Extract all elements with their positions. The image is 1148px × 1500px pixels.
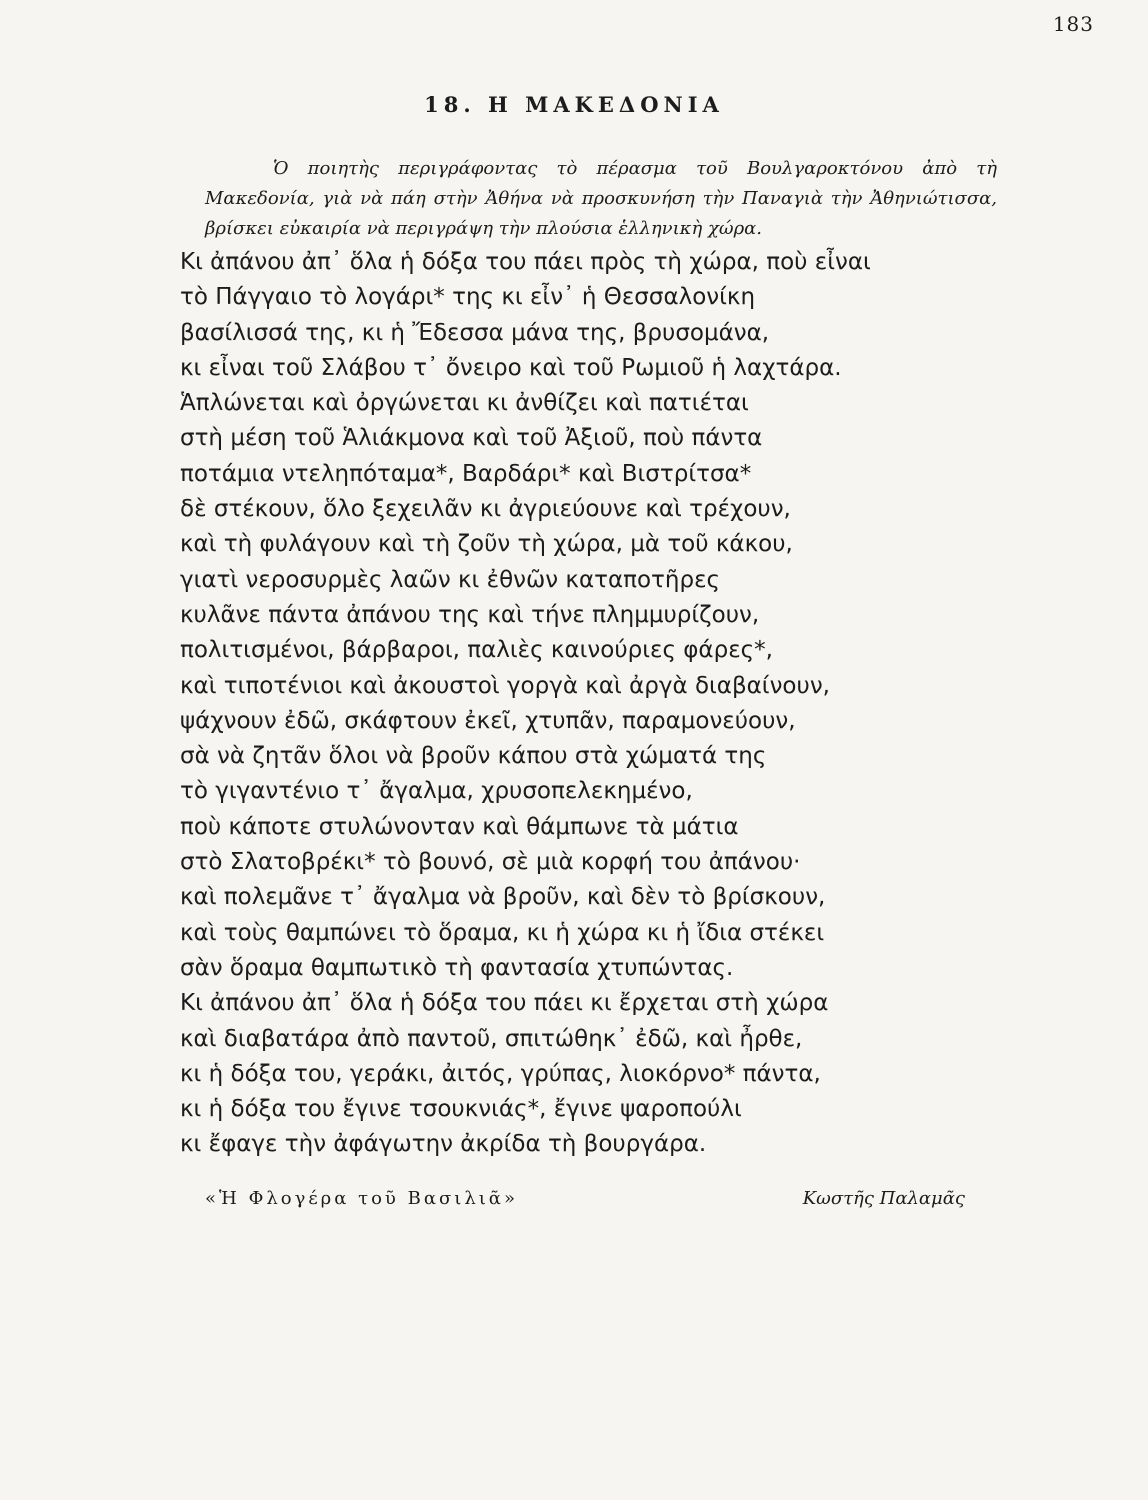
poem-line: καὶ διαβατάρα ἀπὸ παντοῦ, σπιτώθηκ᾽ ἐδῶ, καὶ ἦρθε, (180, 1025, 803, 1052)
page-number: 183 (1052, 12, 1094, 36)
poem (180, 245, 980, 1163)
poem-line: καὶ τοὺς θαμπώνει τὸ ὅραμα, κι ἡ χώρα κι ἡ ἴδια στέκει (180, 919, 825, 946)
poem-line: ψάχνουν ἐδῶ, σκάφτουν ἐκεῖ, χτυπᾶν, παραμονεύουν, (180, 707, 796, 734)
poem-line: καὶ τιποτένιοι καὶ ἀκουστοὶ γοργὰ καὶ ἀργὰ διαβαίνουν, (180, 672, 830, 699)
poem-line: δὲ στέκουν, ὅλο ξεχειλᾶν κι ἀγριεύουνε καὶ τρέχουν, (180, 496, 791, 523)
poem-line: κυλᾶνε πάντα ἀπάνου της καὶ τήνε πλημμυρίζουν, (180, 601, 760, 628)
page-title: 18. Η ΜΑΚΕΔΟΝΙΑ (424, 92, 724, 118)
attribution (205, 1188, 965, 1218)
poem-line: ποτάμια ντεληπόταμα*, Βαρδάρι* καὶ Βιστρίτσα* (180, 460, 752, 487)
poem-line: καὶ τὴ φυλάγουν καὶ τὴ ζοῦν τὴ χώρα, μὰ τοῦ κάκου, (180, 531, 793, 558)
poem-line: γιατὶ νεροσυρμὲς λαῶν κι ἐθνῶν καταποτῆρες (180, 566, 721, 593)
poem-line: πολιτισμένοι, βάρβαροι, παλιὲς καινούριες φάρες*, (180, 637, 773, 664)
poem-line: κι ἔφαγε τὴν ἀφάγωτην ἀκρίδα τὴ βουργάρα. (180, 1131, 707, 1158)
poem-line: κι ἡ δόξα του ἔγινε τσουκνιάς*, ἔγινε ψαροπούλι (180, 1096, 742, 1123)
poem-line: κι ἡ δόξα του, γεράκι, ἀιτός, γρύπας, λιοκόρνο* πάντα, (180, 1060, 821, 1087)
poem-line: κι εἶναι τοῦ Σλάβου τ᾽ ὄνειρο καὶ τοῦ Ρωμιοῦ ἡ λαχτάρα. (180, 354, 842, 381)
poem-line: Κι ἀπάνου ἀπ᾽ ὅλα ἡ δόξα του πάει κι ἔρχεται στὴ χώρα (180, 990, 829, 1017)
poem-line: στὴ μέση τοῦ Ἁλιάκμονα καὶ τοῦ Ἀξιοῦ, ποὺ πάντα (180, 425, 763, 452)
poem-line: Ἁπλώνεται καὶ ὀργώνεται κι ἀνθίζει καὶ πατιέται (180, 390, 749, 417)
poem-line: σὰν ὅραμα θαμπωτικὸ τὴ φαντασία χτυπώντας. (180, 954, 734, 981)
poem-line: στὸ Σλατοβρέκι* τὸ βουνό, σὲ μιὰ κορφή του ἀπάνου· (180, 849, 801, 876)
poem-line: τὸ Πάγγαιο τὸ λογάρι* της κι εἶν᾽ ἡ Θεσσαλονίκη (180, 284, 756, 311)
poem-line: βασίλισσά της, κι ἡ Ἔδεσσα μάνα της, βρυσομάνα, (180, 319, 770, 346)
source-title: «Ἡ Φλογέρα τοῦ Βασιλιᾶ» (205, 1188, 518, 1209)
poem-line: τὸ γιγαντένιο τ᾽ ἄγαλμα, χρυσοπελεκημένο, (180, 778, 693, 805)
poem-line: Κι ἀπάνου ἀπ᾽ ὅλα ἡ δόξα του πάει πρὸς τὴ χώρα, ποὺ εἶναι (180, 249, 871, 275)
poem-line: σὰ νὰ ζητᾶν ὅλοι νὰ βροῦν κάπου στὰ χώματά της (180, 743, 767, 770)
intro-paragraph: Ὁ ποιητὴς περιγράφοντας τὸ πέρασμα τοῦ Βουλγαροκτόνου ἀπὸ τὴ Μακεδονία, γιὰ νὰ πάη στὴν Ἀθήνα νὰ προσκυνήση τὴν Παναγιὰ τὴν Ἀθηνιώτισσα, βρίσκει εὐκαιρία νὰ περιγράψη τὴν πλούσια ἑλληνικὴ χώρα. (205, 158, 997, 239)
poem-line: ποὺ κάποτε στυλώνονταν καὶ θάμπωνε τὰ μάτια (180, 813, 739, 840)
author-name: Κωστῆς Παλαμᾶς (802, 1188, 965, 1209)
poem-line: καὶ πολεμᾶνε τ᾽ ἄγαλμα νὰ βροῦν, καὶ δὲν τὸ βρίσκουν, (180, 884, 826, 911)
